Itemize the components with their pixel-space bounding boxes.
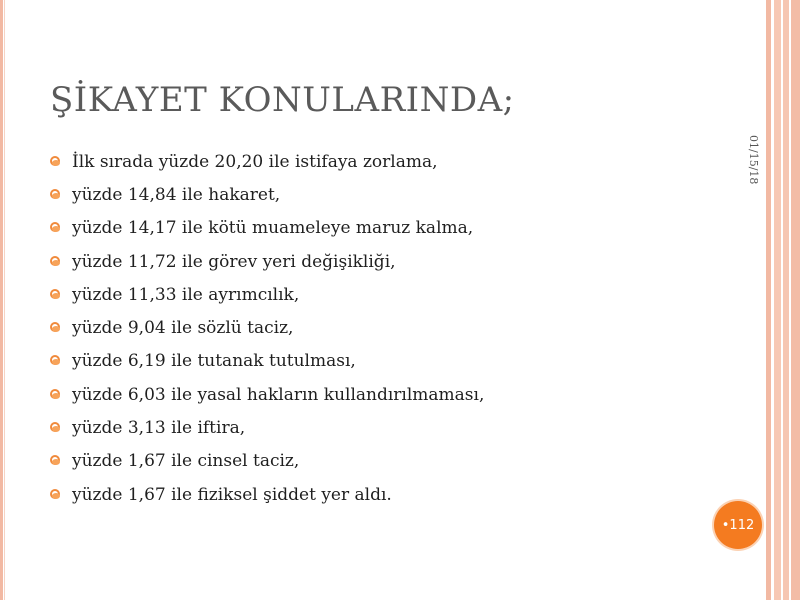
bullet-text: yüzde 6,19 ile tutanak tutulması,: [72, 351, 356, 372]
list-item: [50, 378, 484, 411]
list-item: [50, 345, 484, 378]
bullet-text: yüzde 11,72 ile görev yeri değişikliği,: [72, 251, 396, 272]
slide-title: ŞİKAYET KONULARINDA;: [50, 80, 515, 120]
bullet-text: yüzde 14,84 ile hakaret,: [72, 184, 281, 205]
list-item: [50, 212, 484, 245]
bullet-text: yüzde 3,13 ile iftira,: [72, 418, 246, 439]
bullet-text: İlk sırada yüzde 20,20 ile istifaya zorlama,: [72, 151, 438, 172]
list-item: [50, 178, 484, 211]
bullet-text: yüzde 11,33 ile ayrımcılık,: [72, 284, 300, 305]
orange-circle-bullet-icon: [50, 489, 62, 501]
list-item: [50, 145, 484, 178]
orange-circle-bullet-icon: [50, 455, 62, 467]
orange-circle-bullet-icon: [50, 156, 62, 168]
orange-circle-bullet-icon: [50, 256, 62, 268]
orange-circle-bullet-icon: [50, 189, 62, 201]
orange-circle-bullet-icon: [50, 389, 62, 401]
orange-circle-bullet-icon: [50, 322, 62, 334]
left-decorative-stripe-thin: [4, 0, 5, 600]
bullet-text: yüzde 9,04 ile sözlü taciz,: [72, 318, 294, 339]
bullet-text: yüzde 1,67 ile fiziksel şiddet yer aldı.: [72, 484, 392, 505]
bullet-text: yüzde 1,67 ile cinsel taciz,: [72, 451, 300, 472]
list-item: [50, 245, 484, 278]
orange-circle-bullet-icon: [50, 422, 62, 434]
list-item: [50, 411, 484, 444]
list-item: [50, 311, 484, 344]
right-decorative-stripe: [791, 0, 800, 600]
list-item: [50, 278, 484, 311]
right-decorative-stripe: [774, 0, 781, 600]
list-item: [50, 445, 484, 478]
orange-circle-bullet-icon: [50, 289, 62, 301]
list-item: [50, 478, 484, 511]
orange-circle-bullet-icon: [50, 355, 62, 367]
slide-date: 01/15/18: [747, 135, 760, 185]
page-number-badge: •112: [714, 501, 762, 549]
bullet-text: yüzde 6,03 ile yasal hakların kullandırılmaması,: [72, 384, 485, 405]
bullet-list: [50, 145, 484, 511]
left-decorative-stripe: [0, 0, 3, 600]
bullet-text: yüzde 14,17 ile kötü muameleye maruz kalma,: [72, 218, 474, 239]
orange-circle-bullet-icon: [50, 222, 62, 234]
